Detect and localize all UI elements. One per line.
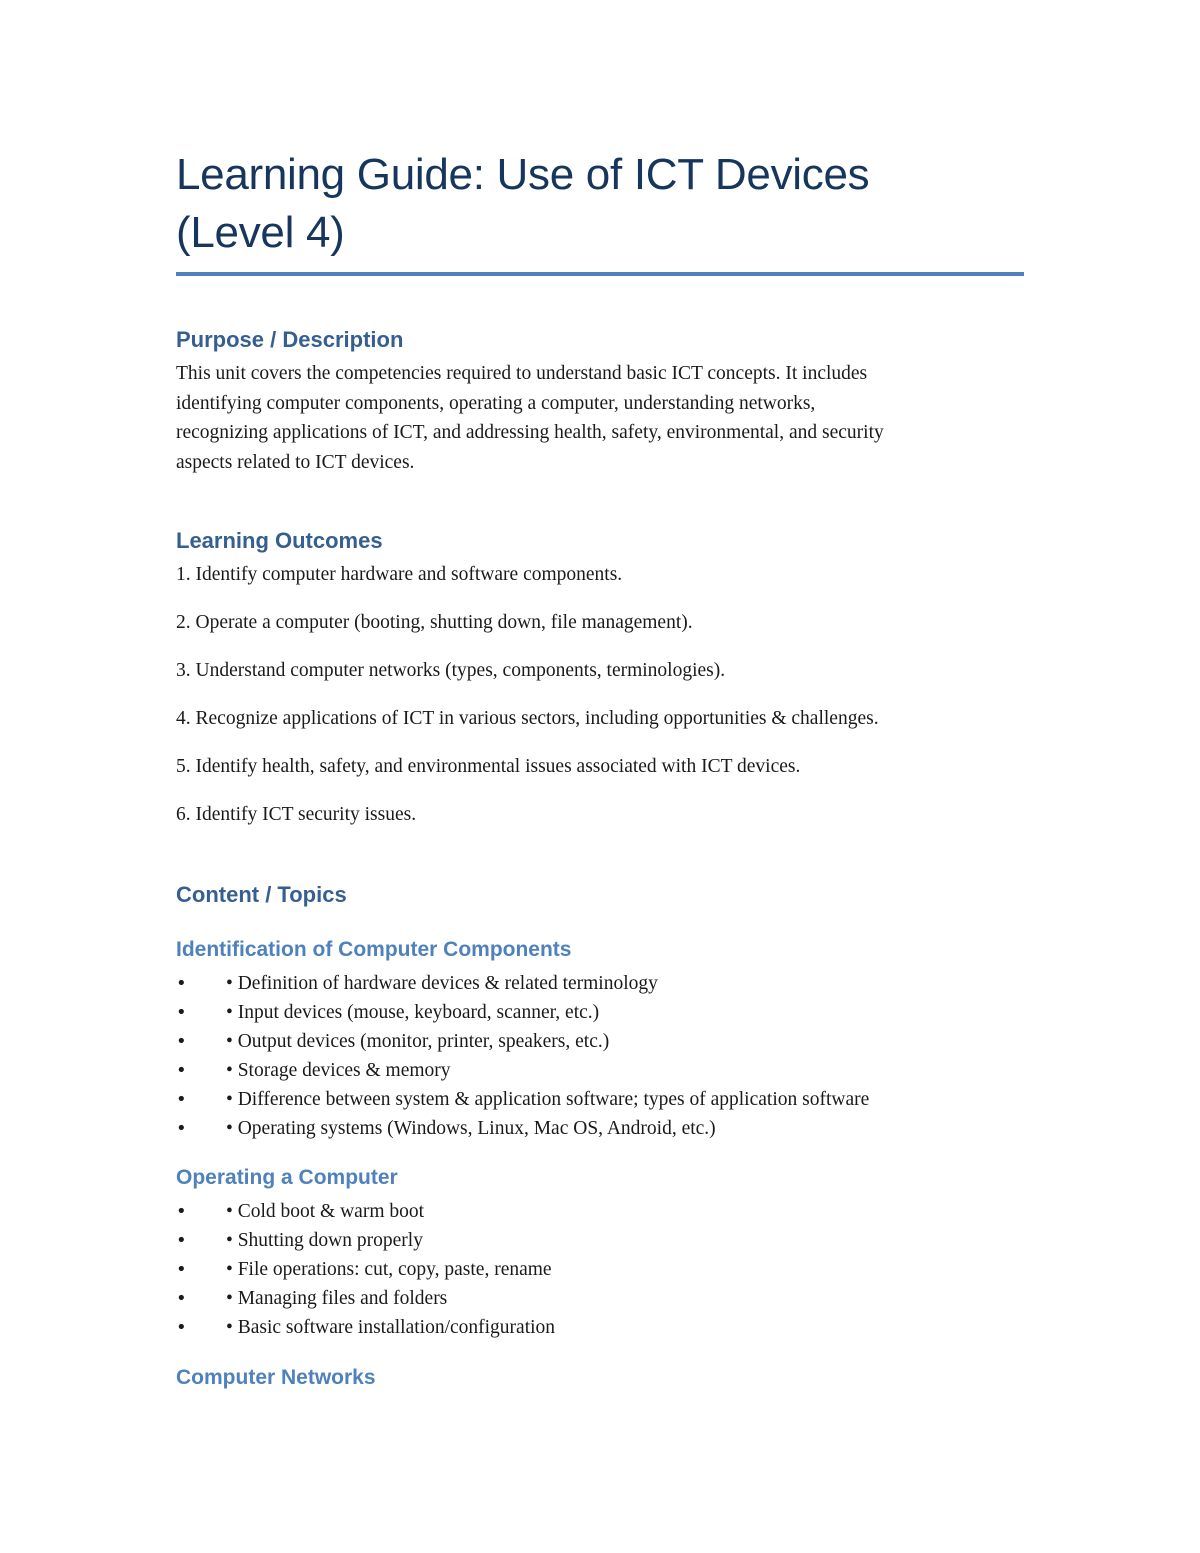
purpose-heading: Purpose / Description (176, 327, 404, 352)
list-item-text: • Definition of hardware devices & related terminology (226, 973, 658, 994)
list-item (176, 1114, 1024, 1143)
outcome-item: 1. Identify computer hardware and software components. (176, 564, 623, 585)
bullet-icon: • (176, 1230, 187, 1251)
list-item (176, 1284, 1024, 1313)
bullet-icon: • (176, 1002, 187, 1023)
bullet-icon: • (176, 1259, 187, 1280)
list-item-text: • Managing files and folders (226, 1288, 448, 1309)
list-item (176, 1313, 1024, 1342)
bullet-icon: • (176, 1060, 187, 1081)
outcome-item: 2. Operate a computer (booting, shutting down, file management). (176, 612, 693, 633)
list-item (176, 969, 1024, 998)
list-item-text: • Storage devices & memory (226, 1060, 451, 1081)
purpose-line: aspects related to ICT devices. (176, 451, 415, 473)
list-item (176, 1085, 1024, 1114)
section-heading-computer-networks: Computer Networks (176, 1366, 376, 1389)
title-line-1: Learning Guide: Use of ICT Devices (176, 150, 870, 199)
list-item-text: • Difference between system & application software; types of application software (226, 1089, 870, 1110)
outcome-item: 3. Understand computer networks (types, components, terminologies). (176, 660, 726, 681)
bullet-icon: • (176, 1317, 187, 1338)
purpose-line: This unit covers the competencies required to understand basic ICT concepts. It includes (176, 363, 868, 384)
list-item-text: • Shutting down properly (226, 1230, 423, 1251)
bullet-icon: • (176, 1031, 187, 1052)
outcome-item: 6. Identify ICT security issues. (176, 804, 417, 825)
list-item (176, 998, 1024, 1027)
document-title (176, 146, 1024, 262)
operating-computer-list (176, 1197, 1024, 1342)
list-item (176, 1255, 1024, 1284)
list-item (176, 1197, 1024, 1226)
list-item (176, 1027, 1024, 1056)
list-item-text: • Cold boot & warm boot (226, 1201, 425, 1222)
purpose-paragraph (176, 359, 1024, 477)
section-heading-operating-computer: Operating a Computer (176, 1166, 398, 1189)
purpose-line: identifying computer components, operating a computer, understanding networks, (176, 392, 816, 414)
outcome-item: 5. Identify health, safety, and environmental issues associated with ICT devices. (176, 756, 801, 777)
bullet-icon: • (176, 973, 187, 994)
content-heading: Content / Topics (176, 882, 347, 907)
outcome-item: 4. Recognize applications of ICT in various sectors, including opportunities & challenges. (176, 708, 879, 729)
bullet-icon: • (176, 1118, 187, 1139)
bullet-icon: • (176, 1288, 187, 1309)
bullet-icon: • (176, 1201, 187, 1222)
list-item-text: • Input devices (mouse, keyboard, scanner, etc.) (226, 1002, 600, 1023)
list-item-text: • Operating systems (Windows, Linux, Mac OS, Android, etc.) (226, 1118, 716, 1139)
list-item-text: • Output devices (monitor, printer, speakers, etc.) (226, 1031, 610, 1052)
list-item-text: • Basic software installation/configuration (226, 1317, 556, 1338)
title-underline-rule (176, 272, 1024, 276)
outcomes-heading: Learning Outcomes (176, 528, 383, 553)
list-item (176, 1056, 1024, 1085)
purpose-line: recognizing applications of ICT, and addressing health, safety, environmental, and security (176, 422, 884, 443)
computer-components-list (176, 969, 1024, 1143)
bullet-icon: • (176, 1089, 187, 1110)
section-heading-computer-components: Identification of Computer Components (176, 938, 572, 961)
outcomes-list (176, 560, 1024, 829)
list-item-text: • File operations: cut, copy, paste, rename (226, 1259, 552, 1280)
title-line-2: (Level 4) (176, 208, 345, 257)
page-content (176, 146, 1024, 1392)
list-item (176, 1226, 1024, 1255)
